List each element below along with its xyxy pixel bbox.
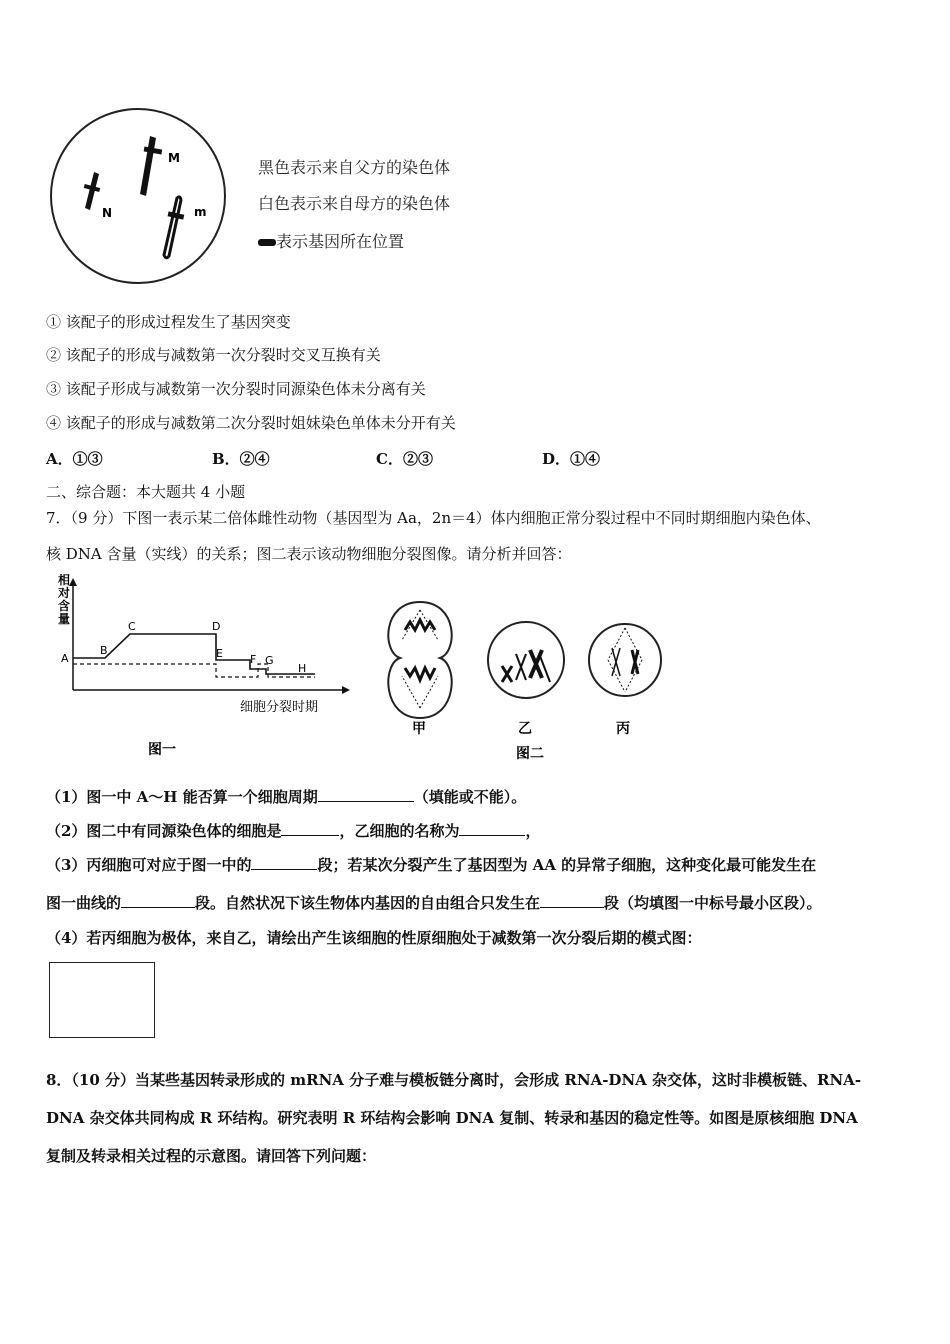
point-G: G <box>265 654 274 667</box>
q7-sub2-blank1[interactable] <box>281 820 339 836</box>
q7-sub3-line1: （3）丙细胞可对应于图一中的 段；若某次分裂产生了基因型为 AA 的异常子细胞，这种变化最可能发生在 <box>46 856 817 874</box>
legend-white: 白色表示来自母方的染色体 <box>258 194 451 213</box>
q7-intro-line1: 7．（9 分）下图一表示某二倍体雌性动物（基因型为 Aa，2n＝4）体内细胞正常分裂过程中不同时期细胞内染色体、 <box>46 509 821 527</box>
q7-sub3-blank1[interactable] <box>251 854 317 870</box>
y-label-char-3: 含 <box>58 599 71 613</box>
statement-3: ③ 该配子形成与减数第一次分裂时同源染色体未分离有关 <box>46 380 426 398</box>
cell-name-jia: 甲 <box>412 721 426 737</box>
cell-outline <box>51 109 225 283</box>
chromosome-dashed-line <box>73 664 315 677</box>
legend-black: 黑色表示来自父方的染色体 <box>258 158 451 177</box>
point-A: A <box>61 652 69 665</box>
label-N: N <box>102 206 113 220</box>
q7-sub1: （1）图一中 A～H 能否算一个细胞周期 （填能或不能）。 <box>46 788 527 806</box>
y-label-char-2: 对 <box>58 586 71 600</box>
label-m: m <box>194 205 207 219</box>
chromosome-m <box>164 197 181 258</box>
dna-solid-line <box>73 634 315 674</box>
cell-name-bing: 丙 <box>616 721 630 737</box>
gene-position-icon <box>258 239 276 246</box>
point-H: H <box>298 662 307 675</box>
point-F: F <box>250 653 257 666</box>
statement-4: ④ 该配子的形成与减数第二次分裂时姐妹染色单体未分开有关 <box>46 414 456 432</box>
drawing-answer-box[interactable] <box>49 962 155 1038</box>
q8-line1: 8．（10 分）当某些基因转录形成的 mRNA 分子难与模板链分离时，会形成 RNA-DNA 杂交体，这时非模板链、RNA- <box>46 1071 862 1089</box>
graph-one <box>40 574 360 764</box>
q7-sub4: （4）若丙细胞为极体，来自乙，请绘出产生该细胞的性原细胞处于减数第一次分裂后期的模式图： <box>46 929 702 947</box>
y-label-char-1: 相 <box>58 574 71 587</box>
point-B: B <box>100 644 108 657</box>
statement-2: ② 该配子的形成与减数第一次分裂时交叉互换有关 <box>46 346 381 364</box>
figure-two-cells <box>380 600 680 760</box>
chromosome-cell-figure <box>40 100 240 292</box>
chromosome-M <box>140 136 156 196</box>
option-a[interactable]: A．①③ <box>46 450 103 468</box>
figure-one-caption: 图一 <box>148 742 176 758</box>
label-M: M <box>168 151 180 165</box>
q7-sub3-blank2[interactable] <box>121 892 195 908</box>
y-label-char-4: 量 <box>58 612 71 626</box>
q8-line3: 复制及转录相关过程的示意图。请回答下列问题： <box>46 1147 377 1165</box>
point-D: D <box>212 620 221 633</box>
q8-line2: DNA 杂交体共同构成 R 环结构。研究表明 R 环结构会影响 DNA 复制、转录和基因的稳定性等。如图是原核细胞 DNA <box>46 1109 858 1127</box>
q7-sub3-line2: 图一曲线的 段。自然状况下该生物体内基因的自由组合只发生在 段（均填图一中标号最小区段）。 <box>46 894 822 912</box>
statement-1: ① 该配子的形成过程发生了基因突变 <box>46 313 291 331</box>
q7-sub2-blank2[interactable] <box>459 820 525 836</box>
option-d[interactable]: D．①④ <box>542 450 601 468</box>
q7-intro-line2: 核 DNA 含量（实线）的关系；图二表示该动物细胞分裂图像。请分析并回答： <box>46 545 572 563</box>
point-E: E <box>216 647 223 660</box>
q7-sub1-blank[interactable] <box>318 786 414 802</box>
option-c[interactable]: C．②③ <box>376 450 433 468</box>
legend-gene-position: 表示基因所在位置 <box>258 232 404 252</box>
cell-name-yi: 乙 <box>518 721 532 737</box>
q7-sub3-blank3[interactable] <box>540 892 604 908</box>
point-C: C <box>128 620 136 633</box>
q7-sub2: （2）图二中有同源染色体的细胞是 ，乙细胞的名称为 ， <box>46 822 541 840</box>
section-title: 二、综合题：本大题共 4 小题 <box>46 483 246 501</box>
figure-two-caption: 图二 <box>516 746 544 760</box>
cell-bing <box>589 624 661 696</box>
x-axis-label: 细胞分裂时期 <box>240 700 319 715</box>
cell-jia <box>388 602 451 718</box>
cell-yi <box>488 622 564 698</box>
option-b[interactable]: B．②④ <box>212 450 270 468</box>
